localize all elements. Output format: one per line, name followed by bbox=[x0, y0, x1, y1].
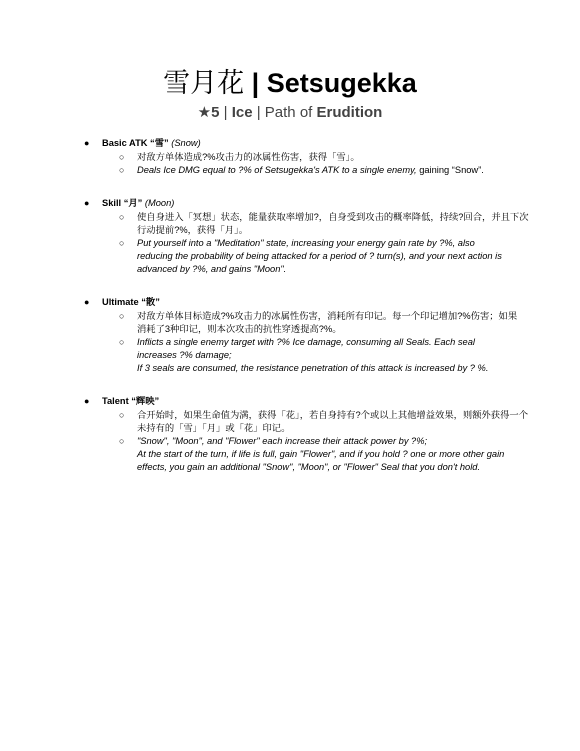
description-line bbox=[137, 349, 512, 362]
sub-bullet-icon: ○ bbox=[119, 165, 125, 175]
description-text: Inflicts a single enemy target with ?% Ice damage, consuming all Seals. Each seal bbox=[137, 337, 475, 347]
chinese-description bbox=[0, 151, 512, 164]
bullet-icon: ● bbox=[84, 138, 90, 148]
description-line bbox=[137, 336, 512, 349]
description-line bbox=[137, 151, 512, 164]
ability-translation: (Moon) bbox=[144, 198, 175, 208]
ability-section bbox=[0, 394, 580, 474]
description-text: At the start of the turn, if life is full, gain "Flower", and if you hold ? one or more other gain bbox=[137, 449, 505, 459]
description-line bbox=[137, 211, 529, 224]
description-text: 消耗了3种印记，则本次攻击的抗性穿透提高?%。 bbox=[137, 324, 342, 334]
bullet-icon: ● bbox=[84, 297, 90, 307]
sub-bullet-icon: ○ bbox=[119, 337, 125, 347]
description-line bbox=[137, 435, 512, 448]
sub-bullet-icon: ○ bbox=[119, 212, 125, 222]
description-line bbox=[137, 250, 512, 263]
path-label: Erudition bbox=[316, 104, 383, 121]
bullet-icon: ● bbox=[84, 396, 90, 406]
ability-name: Skill bbox=[102, 198, 122, 208]
ability-name: Basic ATK bbox=[102, 138, 148, 148]
ability-list bbox=[0, 136, 580, 493]
description-tail: gaining “Snow”. bbox=[416, 165, 484, 175]
page-subtitle bbox=[0, 103, 580, 123]
rarity-stars: ★5 bbox=[197, 104, 220, 121]
ability-chinese-name: “辉映” bbox=[128, 396, 160, 406]
english-description bbox=[0, 435, 512, 474]
description-line bbox=[137, 310, 518, 323]
element-label: Ice bbox=[231, 104, 253, 121]
description-line bbox=[137, 263, 512, 276]
chinese-description bbox=[0, 310, 518, 336]
title-english: Setsugekka bbox=[266, 68, 417, 98]
english-description bbox=[0, 164, 512, 177]
description-text: effects, you gain an additional "Snow", "Moon", or "Flower" Seal that you don't hold. bbox=[137, 462, 481, 472]
description-text: 使自身进入「冥想」状态，能量获取率增加?，自身受到攻击的概率降低，持续?回合，并且下次 bbox=[137, 212, 529, 222]
title-chinese: 雪月花 bbox=[163, 68, 245, 98]
description-text: "Snow", "Moon", and "Flower" each increase their attack power by ?%; bbox=[137, 436, 428, 446]
sub-bullet-icon: ○ bbox=[119, 238, 125, 248]
path-prefix: | Path of bbox=[252, 104, 317, 121]
description-line bbox=[137, 164, 512, 177]
description-line bbox=[137, 323, 512, 336]
ability-chinese-name: “散” bbox=[138, 297, 160, 307]
chinese-description bbox=[0, 409, 528, 435]
title-separator: | bbox=[244, 68, 267, 98]
description-text: If 3 seals are consumed, the resistance penetration of this attack is increased by ? %. bbox=[137, 363, 489, 373]
english-description bbox=[0, 336, 512, 375]
ability-chinese-name: “雪” bbox=[147, 138, 172, 148]
description-line bbox=[137, 461, 512, 474]
ability-name: Ultimate bbox=[102, 297, 139, 307]
ability-name: Talent bbox=[102, 396, 129, 406]
sub-bullet-icon: ○ bbox=[119, 410, 125, 420]
ability-section bbox=[0, 295, 580, 375]
ability-section bbox=[0, 196, 580, 276]
description-text: 对敌方单体目标造成?%攻击力的冰属性伤害，消耗所有印记。每一个印记增加?%伤害；如果 bbox=[137, 311, 518, 321]
description-text: 对敌方单体造成?%攻击力的冰属性伤害，获得「雪」。 bbox=[137, 152, 360, 162]
description-line bbox=[137, 237, 512, 250]
english-description bbox=[0, 237, 512, 276]
ability-section bbox=[0, 136, 580, 177]
description-line bbox=[137, 224, 512, 237]
description-text: reducing the probability of being attacked for a period of ? turn(s), and your next action is bbox=[137, 251, 502, 261]
ability-heading bbox=[0, 136, 580, 151]
ability-heading bbox=[0, 295, 580, 310]
ability-heading bbox=[0, 394, 580, 409]
sub-bullet-icon: ○ bbox=[119, 436, 125, 446]
ability-translation: (Snow) bbox=[171, 138, 201, 148]
ability-heading bbox=[0, 196, 580, 211]
description-text: Put yourself into a "Meditation" state, increasing your energy gain rate by ?%, also bbox=[137, 238, 475, 248]
description-text: increases ?% damage; bbox=[137, 350, 232, 360]
description-text: 合开始时，如果生命值为满，获得「花」，若自身持有?个或以上其他增益效果，则额外获得一个 bbox=[137, 410, 528, 420]
description-line bbox=[137, 409, 528, 422]
chinese-description bbox=[0, 211, 529, 237]
description-text: Deals Ice DMG equal to ?% of Setsugekka's ATK to a single enemy, bbox=[137, 165, 417, 175]
sub-bullet-icon: ○ bbox=[119, 152, 125, 162]
sub-bullet-icon: ○ bbox=[119, 311, 125, 321]
subtitle-separator: | bbox=[219, 104, 232, 121]
description-line bbox=[137, 362, 512, 375]
bullet-icon: ● bbox=[84, 198, 90, 208]
ability-chinese-name: “月” bbox=[121, 198, 145, 208]
description-text: advanced by ?%, and gains "Moon". bbox=[137, 264, 287, 274]
description-line bbox=[137, 448, 512, 461]
description-text: 行动提前?%，获得「月」。 bbox=[137, 225, 249, 235]
description-line bbox=[137, 422, 512, 435]
description-text: 未持有的「雪」「月」或「花」印记。 bbox=[137, 423, 291, 433]
page-title bbox=[0, 66, 580, 100]
